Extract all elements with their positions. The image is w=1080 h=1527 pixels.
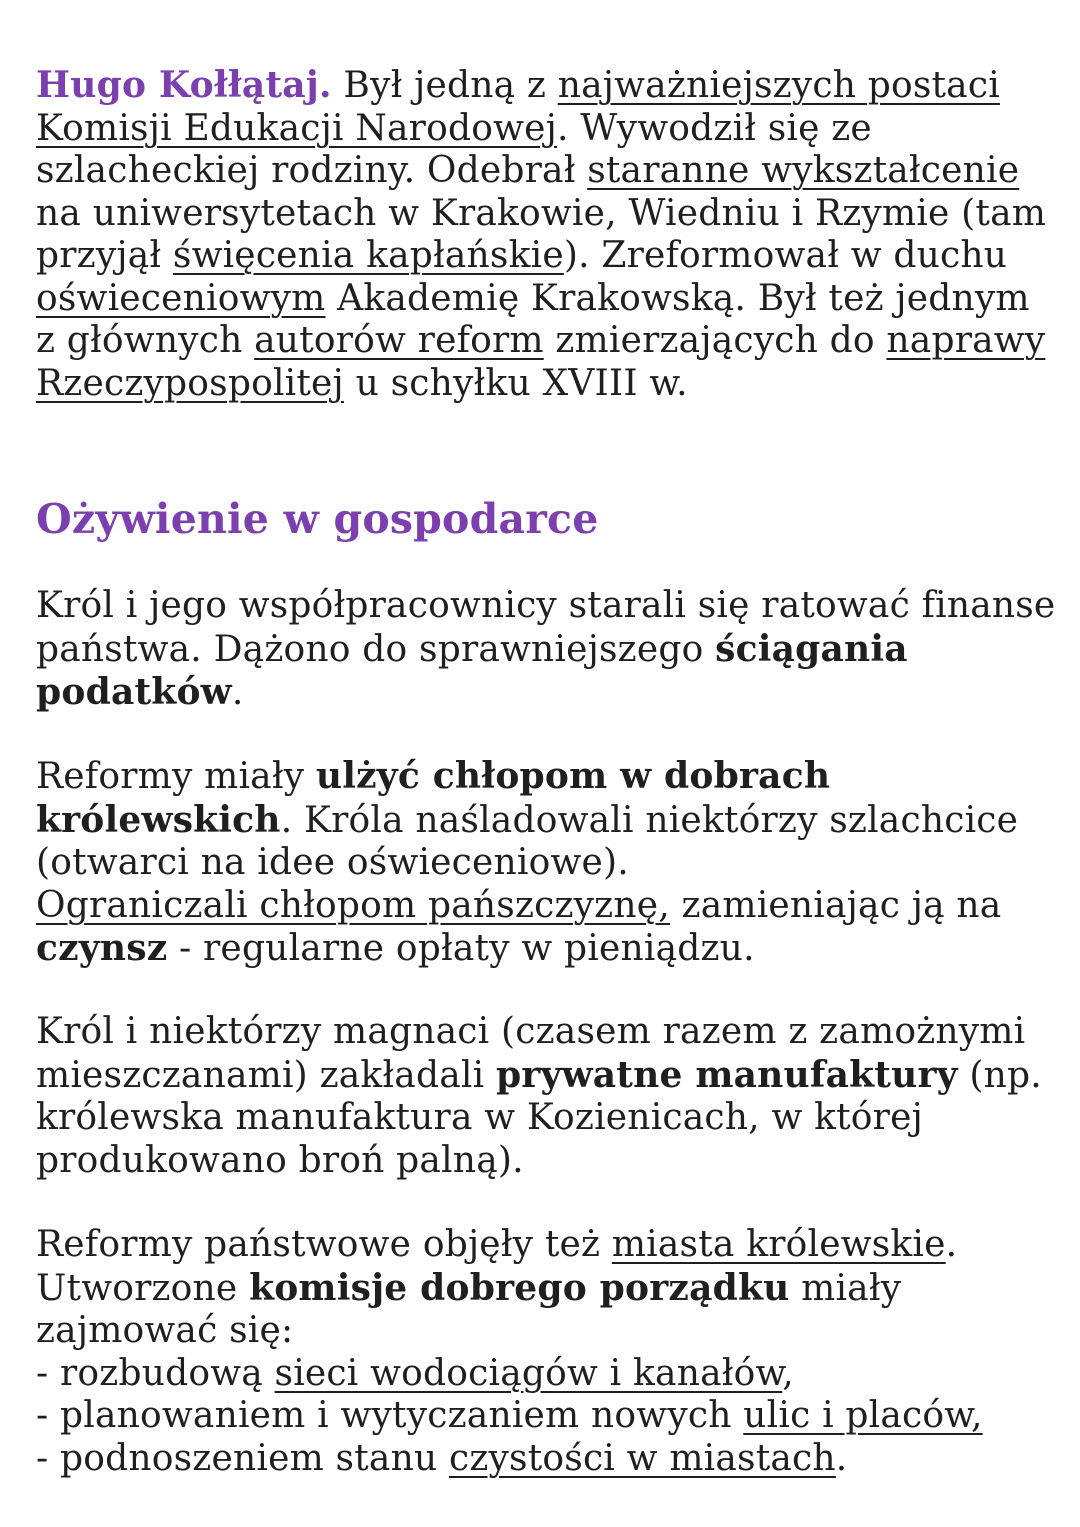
list-item-underline: czystości w miastach xyxy=(448,1437,836,1479)
bio-underline: oświeceniowym xyxy=(36,277,326,319)
para-bold: ściągania podatków xyxy=(36,627,908,713)
bio-text: zmierzających do xyxy=(543,320,887,361)
list-item-underline: sieci wodociągów i kanałów xyxy=(274,1352,783,1394)
para-text: zamieniając ją na xyxy=(669,884,1002,926)
para-text: - regularne opłaty w pieniądzu. xyxy=(167,928,755,969)
paragraph-cities xyxy=(36,1224,1056,1480)
para-bold: czynsz xyxy=(36,927,168,969)
para-bold: ulżyć chłopom w dobrach królewskich xyxy=(36,755,831,841)
list-item xyxy=(36,1438,1056,1481)
para-text: (np. królewska manufaktura w Kozienicach, w której produkowano broń palną). xyxy=(36,1054,1042,1181)
list-item-underline: ulic i placów, xyxy=(743,1395,983,1436)
bio-underline: naprawy Rzeczypospolitej xyxy=(36,320,1046,404)
bio-text: Był jedną z xyxy=(331,65,558,106)
document-page xyxy=(36,64,1056,1479)
para-text: . xyxy=(231,672,244,713)
cities-task-list xyxy=(36,1353,1056,1481)
list-item-text: - rozbudową xyxy=(36,1352,275,1394)
para-text: miały zajmować się: xyxy=(36,1267,902,1351)
list-item-text: , xyxy=(782,1352,794,1394)
paragraph-finances xyxy=(36,585,1056,715)
para-text: Król i jego współpracownicy starali się ratować finanse państwa. Dążono do sprawniejszego xyxy=(36,585,1056,670)
para-text: . Utworzone xyxy=(36,1224,958,1309)
bio-text: Akademię Krakowską. Był też jednym z głównych xyxy=(36,277,1030,361)
bio-underline: staranne wykształcenie xyxy=(587,150,1020,191)
list-item-text: - planowaniem i wytyczaniem nowych xyxy=(36,1395,744,1436)
bio-underline: najważniejszych postaci Komisji Edukacji Narodowej xyxy=(36,65,1000,149)
para-underline: Ograniczali chłopom pańszczyznę, xyxy=(36,884,670,926)
para-text: . Króla naśladowali niektórzy szlachcice (otwarci na idee oświeceniowe). xyxy=(36,799,1019,883)
para-text: Reformy miały xyxy=(36,756,316,797)
bio-underline: autorów reform xyxy=(254,320,544,361)
section-title: Ożywienie w gospodarce xyxy=(36,495,599,543)
paragraph-peasants xyxy=(36,755,1056,971)
bio-name: Hugo Kołłątaj. xyxy=(36,64,332,106)
bio-text: . Wywodził się ze szlacheckiej rodziny. Odebrał xyxy=(36,107,872,191)
para-bold: komisje dobrego porządku xyxy=(249,1266,790,1309)
bio-text: na uniwersytetach w Krakowie, Wiedniu i Rzymie (tam przyjął xyxy=(36,192,1047,276)
list-item-text: - podnoszeniem stanu xyxy=(36,1437,449,1479)
para-text: Reformy państwowe objęły też xyxy=(36,1224,612,1265)
bio-paragraph xyxy=(36,64,1056,405)
bio-text: ). Zreformował w duchu xyxy=(563,235,1008,276)
bio-underline: święcenia kapłańskie xyxy=(172,235,564,276)
list-item xyxy=(36,1353,1056,1396)
list-item-text: . xyxy=(835,1437,848,1479)
list-item xyxy=(36,1395,1056,1438)
para-bold: prywatne manufaktury xyxy=(495,1053,958,1096)
cities-intro xyxy=(36,1224,1056,1353)
para-underline: miasta królewskie xyxy=(611,1224,946,1265)
para-text: Król i niektórzy magnaci (czasem razem z zamożnymi mieszczanami) zakładali xyxy=(36,1011,1026,1096)
paragraph-manufactures xyxy=(36,1011,1056,1182)
bio-text: u schyłku XVIII w. xyxy=(343,362,688,404)
